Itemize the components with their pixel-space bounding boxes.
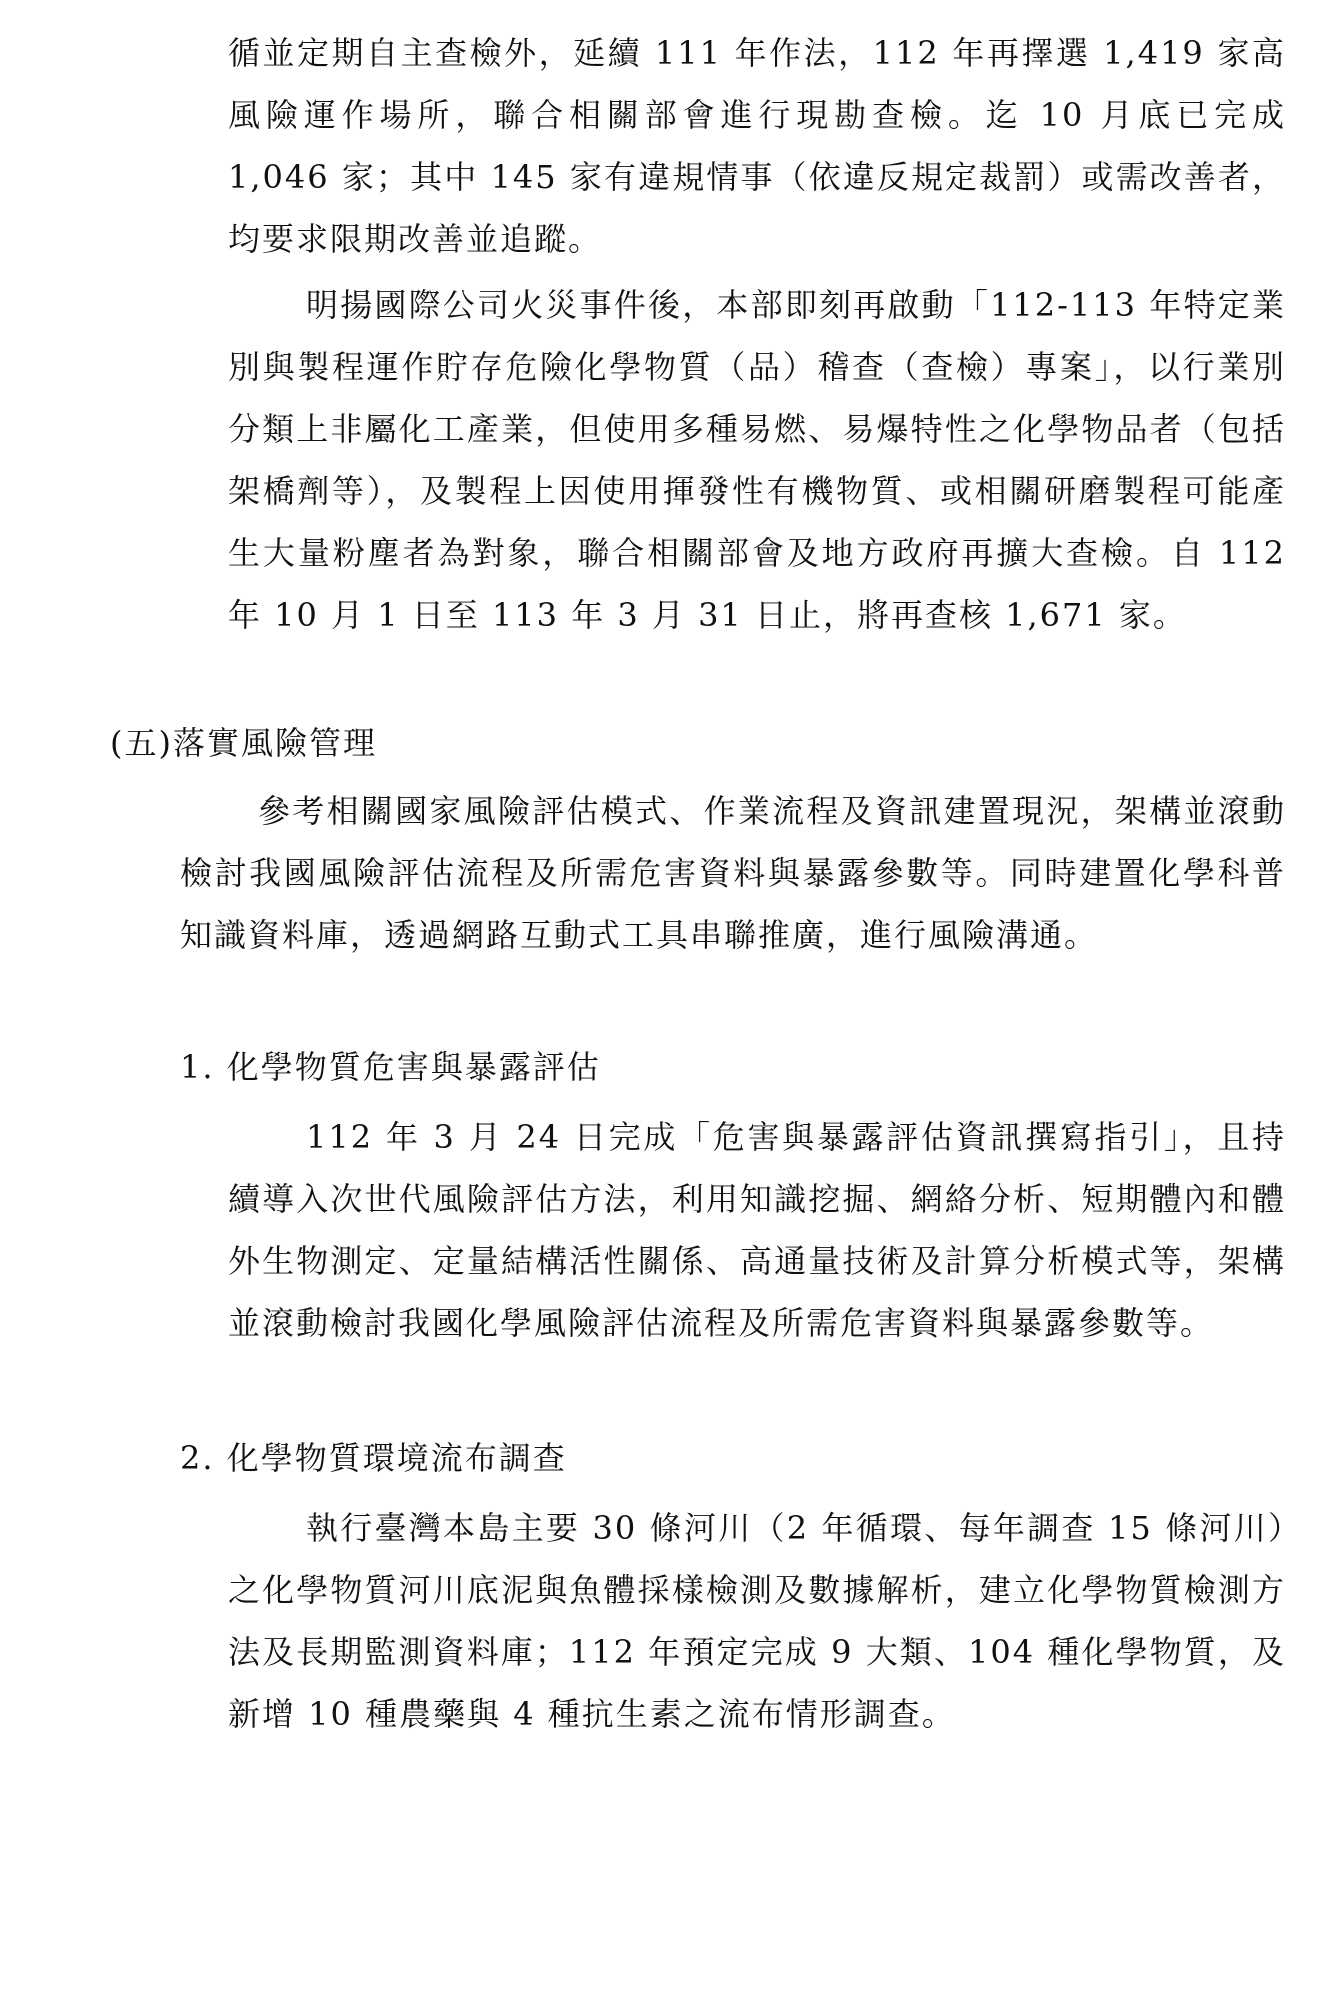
section-heading-risk-management: (五)落實風險管理 xyxy=(110,724,377,762)
paragraph-risk-management-intro: 參考相關國家風險評估模式、作業流程及資訊建置現況，架構並滾動檢討我國風險評估流程及所需危害資料與暴露參數等。同時建置化學科普知識資料庫，透過網路互動式工具串聯推廣，進行風險溝通。 xyxy=(180,792,1286,954)
paragraph-inspection-results: 循並定期自主查檢外，延續 111 年作法，112 年再擇選 1,419 家高風險運作場所，聯合相關部會進行現勘查檢。迄 10 月底已完成 1,046 家；其中 145 家有違規情事（依違反規定裁罰）或需改善者，均要求限期改善並追蹤。 xyxy=(228,34,1286,258)
subsection-heading-hazard-exposure-assessment: 1. 化學物質危害與暴露評估 xyxy=(180,1048,601,1086)
paragraph-environmental-distribution-survey: 執行臺灣本島主要 30 條河川（2 年循環、每年調查 15 條河川）之化學物質河川底泥與魚體採樣檢測及數據解析，建立化學物質檢測方法及長期監測資料庫；112 年預定完成 9 大類、104 種化學物質，及新增 10 種農藥與 4 種抗生素之流布情形調查。 xyxy=(228,1509,1286,1733)
paragraph-special-inspection-project: 明揚國際公司火災事件後，本部即刻再啟動「112-113 年特定業別與製程運作貯存危險化學物質（品）稽查（查檢）專案」，以行業別分類上非屬化工產業，但使用多種易燃、易爆特性之化學物品者（包括架橋劑等），及製程上因使用揮發性有機物質、或相關研磨製程可能產生大量粉塵者為對象，聯合相關部會及地方政府再擴大查檢。自 112 年 10 月 1 日至 113 年 3 月 31 日止，將再查核 1,671 家。 xyxy=(228,286,1286,634)
subsection-heading-environmental-distribution: 2. 化學物質環境流布調查 xyxy=(180,1439,567,1477)
paragraph-hazard-exposure-assessment: 112 年 3 月 24 日完成「危害與暴露評估資訊撰寫指引」，且持續導入次世代風險評估方法，利用知識挖掘、網絡分析、短期體內和體外生物測定、定量結構活性關係、高通量技術及計算分析模式等，架構並滾動檢討我國化學風險評估流程及所需危害資料與暴露參數等。 xyxy=(228,1118,1286,1342)
